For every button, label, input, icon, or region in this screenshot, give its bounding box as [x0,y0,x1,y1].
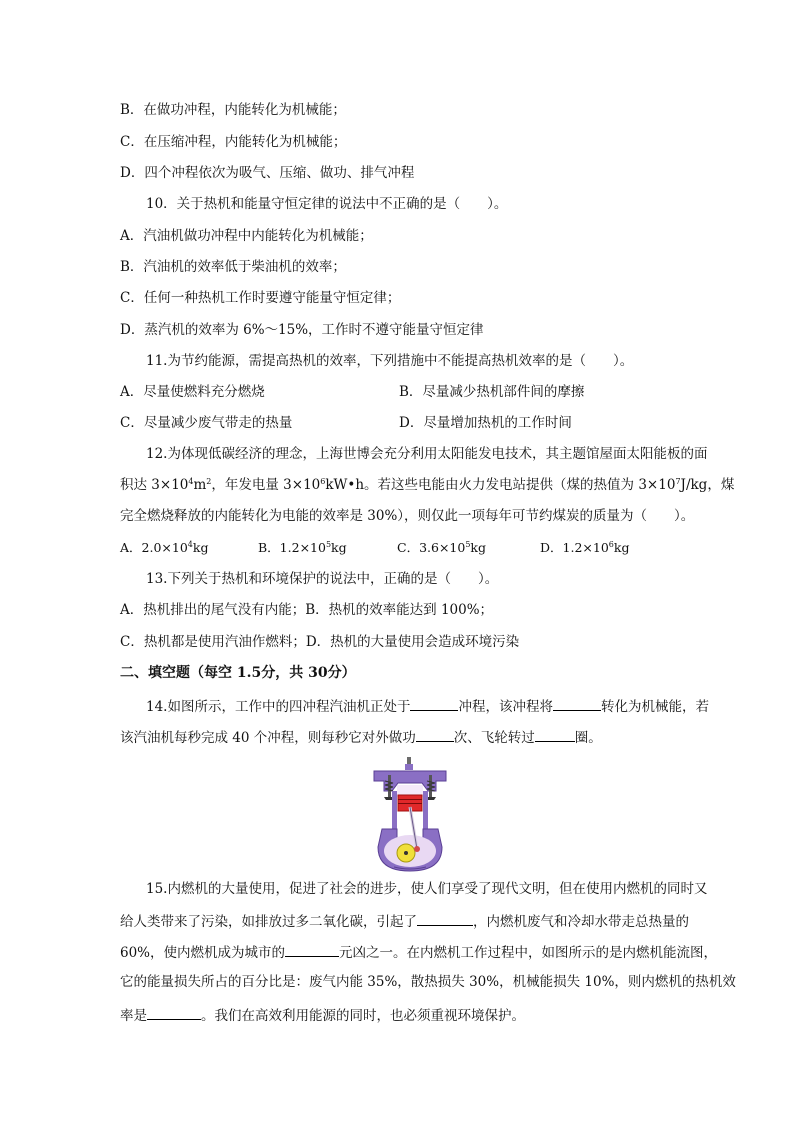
engine-diagram-icon [370,757,450,873]
q12-option-a: A．$2.0\times 10^4kg$ [120,540,209,555]
q12-heat-value-unit: J/kg，煤 [680,477,735,493]
q15-text-1: 给人类带来了污染，如排放过多二氧化碳，引起了 [120,914,417,930]
q13-options-cd: C．热机都是使用汽油作燃料；D．热机的大量使用会造成环境污染 [120,634,520,650]
q12-area-text: 积达 3×10 [120,477,189,493]
q15-line-4: 它的能量损失所占的百分比是：废气内能 35%，散热损失 30%，机械能损失 10%，则内燃机的热机效 [120,974,736,990]
q11-option-b: B．尽量减少热机部件间的摩擦 [399,384,585,400]
q12-area-exp: 4 [188,477,194,486]
q12-energy-text: ，年发电量 3×10 [211,477,321,493]
q14-text-2: 冲程，该冲程将 [458,699,553,715]
q15-blank-efficiency[interactable] [147,1005,201,1020]
q12-option-d: D．$1.2\times 10^6kg$ [540,540,630,555]
q15-text-3: 60%，使内燃机成为城市的 [120,945,286,961]
q10-option-b: B．汽油机的效率低于柴油机的效率； [120,259,346,275]
q12-heat-value-exp: 7 [675,477,681,486]
q15-text-6: 。我们在高效利用能源的同时，也必须重视环境保护。 [201,1008,525,1024]
q12-energy-exp: 6 [320,477,326,486]
q14-line-2 [120,727,602,747]
q11-option-c: C．尽量减少废气带走的热量 [120,415,293,431]
q12-option-c: C．$3.6\times 10^5kg$ [397,540,486,555]
q9-option-d: D．四个冲程依次为吸气、压缩、做功、排气冲程 [120,165,415,181]
q10-option-c: C．任何一种热机工作时要遵守能量守恒定律； [120,290,401,306]
q15-blank-effect[interactable] [417,911,473,926]
q14-blank-rotations[interactable] [535,727,575,742]
q15-text-2: ，内燃机废气和冷却水带走总热量的 [473,914,689,930]
q15-line-5 [120,1005,525,1025]
q9-option-b: B．在做功冲程，内能转化为机械能； [120,102,346,118]
q11-stem: 11.为节约能源，需提高热机的效率，下列措施中不能提高热机效率的是（ ）。 [146,353,634,369]
q12-line-1: 12.为体现低碳经济的理念，上海世博会充分利用太阳能发电技术，其主题馆屋面太阳能板的面 [146,446,708,462]
q13-stem: 13.下列关于热机和环境保护的说法中，正确的是（ ）。 [146,571,499,587]
q15-blank-pollution[interactable] [285,942,339,957]
q11-option-d: D．尽量增加热机的工作时间 [399,415,572,431]
q15-line-2 [120,911,689,931]
q12-line-2 [120,476,734,494]
q10-stem: 10．关于热机和能量守恒定律的说法中不正确的是（ ）。 [146,196,508,212]
q14-text-5: 次、飞轮转过 [453,730,535,746]
q14-text-1: 14.如图所示，工作中的四冲程汽油机正处于 [146,699,411,715]
q10-option-a: A．汽油机做功冲程中内能转化为机械能； [120,228,373,244]
q15-text-5: 率是 [120,1008,147,1024]
q12-area-unit-exp: 2 [206,477,212,486]
q12-heat-value-text: kW•h。若这些电能由火力发电站提供（煤的热值为 3×10 [325,477,676,493]
q14-text-6: 圈。 [574,730,602,746]
q9-option-c: C．在压缩冲程，内能转化为机械能； [120,134,347,150]
q15-text-4: 元凶之一。在内燃机工作过程中，如图所示的是内燃机能流图， [339,945,718,961]
q14-line-1 [146,696,709,716]
q14-text-3: 转化为机械能，若 [600,699,709,715]
section-heading: 二、填空题（每空 1.5分，共 30分） [120,665,356,681]
q14-blank-stroke[interactable] [410,696,458,711]
q10-option-d: D．蒸汽机的效率为 6%～15%，工作时不遵守能量守恒定律 [120,322,484,338]
q15-line-1: 15.内燃机的大量使用，促进了社会的进步，使人们享受了现代文明，但在使用内燃机的同时又 [146,881,708,897]
q12-line-3: 完全燃烧释放的内能转化为电能的效率是 30%），则仅此一项每年可节约煤炭的质量为（ ）。 [120,508,695,524]
q11-option-a: A．尽量使燃料充分燃烧 [120,384,265,400]
q13-options-ab: A．热机排出的尾气没有内能；B．热机的效率能达到 100%； [120,602,494,618]
q14-blank-energy[interactable] [553,696,601,711]
q14-blank-work-count[interactable] [416,727,454,742]
q15-line-3 [120,942,717,962]
q12-area-unit: m [193,477,207,493]
q14-text-4: 该汽油机每秒完成 40 个冲程，则每秒它对外做功 [120,730,416,746]
q12-option-b: B．$1.2\times 10^5kg$ [258,540,347,555]
